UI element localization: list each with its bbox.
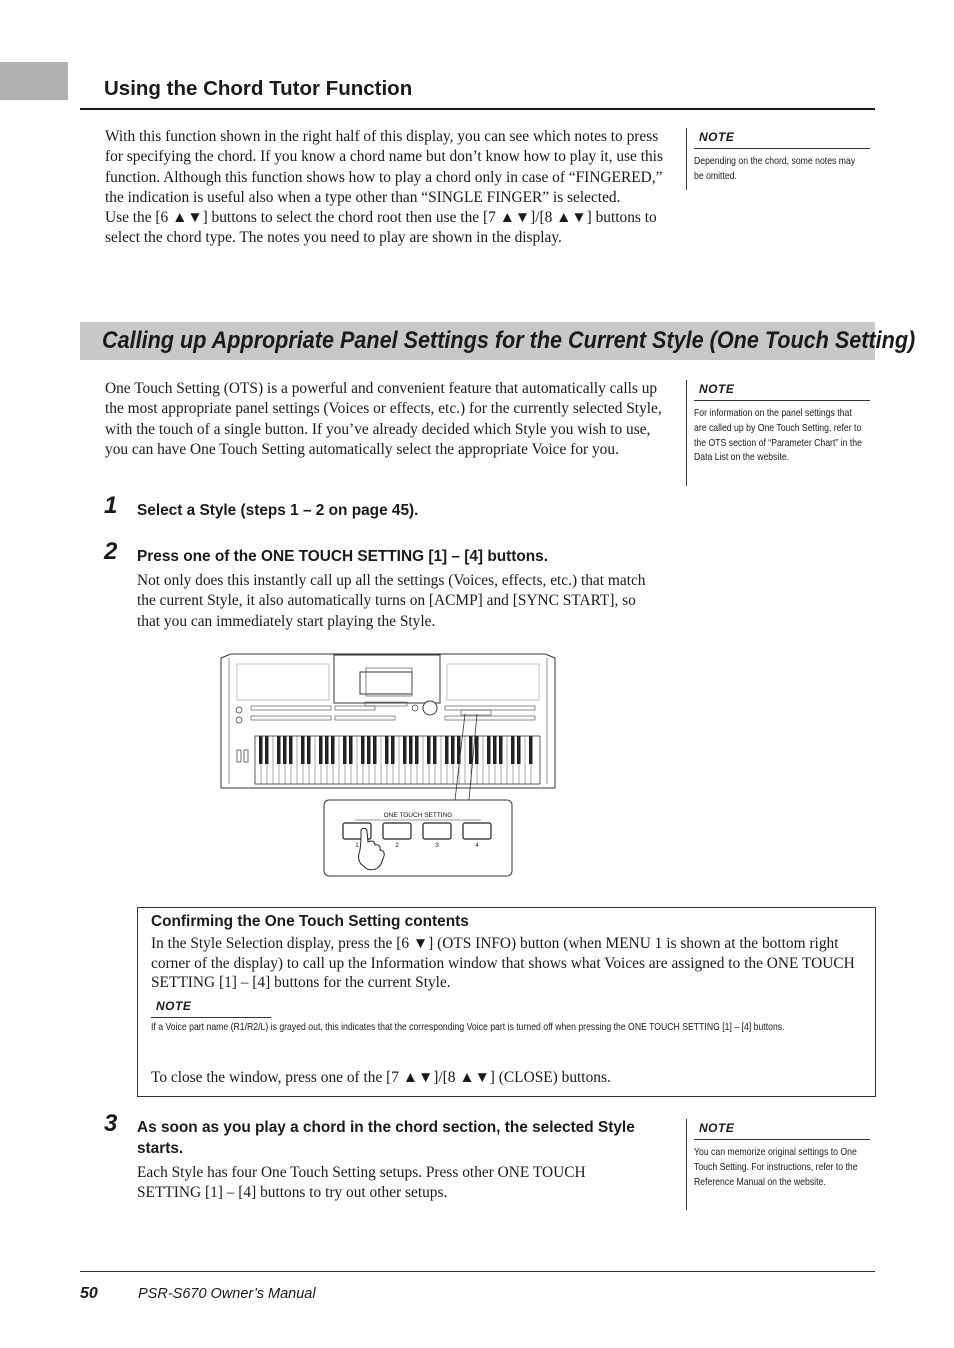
note-label: NOTE (699, 1121, 735, 1135)
note-rule (694, 1139, 870, 1140)
confirm-box-note (151, 1020, 851, 1035)
manual-title: PSR-S670 Owner’s Manual (138, 1286, 316, 1302)
note-label: NOTE (699, 130, 735, 144)
confirm-box-text: In the Style Selection display, press the [6 ▼] (OTS INFO) button (when MENU 1 is shown at the bottom right corner of the display) to call up the Information window that shows what Voices are assigned to the ONE TOUCH SETTING [1] – [4] buttons for the current Style. (151, 935, 855, 992)
ots-button-3[interactable] (423, 823, 451, 839)
confirm-box-close-text: To close the window, press one of the [7 ▲▼]/[8 ▲▼] (CLOSE) buttons. (151, 1069, 611, 1086)
keyboard-illustration (215, 650, 560, 880)
ots-panel-label: ONE TOUCH SETTING (383, 812, 453, 819)
step-number: 3 (104, 1110, 118, 1137)
ots-button-4[interactable] (463, 823, 491, 839)
ots-intro: One Touch Setting (OTS) is a powerful and convenient feature that automatically calls up the most appropriate panel settings (Voices or effects, etc.) for the currently selected Style, with the touch of a single button. If you’ve already decided which Style you wish to use, you can have One Touch Setting automatically select the appropriate Voice for you. (105, 380, 662, 458)
note-label: NOTE (699, 382, 735, 396)
ots-button-label: 3 (435, 843, 439, 849)
step-heading: Press one of the ONE TOUCH SETTING [1] – [4] buttons. (137, 548, 549, 565)
step-number: 2 (104, 538, 118, 565)
ots-button-label: 1 (355, 843, 359, 849)
ots-title: Calling up Appropriate Panel Settings for the Current Style (One Touch Setting) (102, 327, 916, 354)
note-text: If a Voice part name (R1/R2/L) is grayed out, this indicates that the corresponding Voice part is turned off when pressing the ONE TOUCH SETTING [1] – [4] buttons. (151, 1022, 785, 1033)
ots-button-2[interactable] (383, 823, 411, 839)
step-heading: As soon as you play a chord in the chord section, the selected Style starts. (137, 1119, 635, 1157)
note-rule (694, 400, 870, 401)
chord-tutor-para1: With this function shown in the right half of this display, you can see which notes to press for specifying the chord. If you know a chord name but don’t know how to play it, use this function. Although this function shows how to play a chord only in case of “FINGERED,” the indication is useful also when a type other than “SINGLE FINGER” is selected. (105, 128, 663, 206)
note-rule (694, 148, 870, 149)
chapter-tab (0, 62, 68, 100)
ots-button-label: 4 (475, 843, 479, 849)
note-step3 (686, 1119, 870, 1210)
step-number: 1 (104, 492, 118, 519)
confirm-box-title: Confirming the One Touch Setting contents (151, 913, 469, 930)
chord-tutor-body (105, 127, 667, 249)
note-ots (686, 380, 870, 486)
note-text: You can memorize original settings to One Touch Setting. For instructions, refer to the Reference Manual on the website. (694, 1147, 858, 1188)
note-text: For information on the panel settings that are called up by One Touch Setting, refer to the OTS section of “Parameter Chart” in the Data List on the website. (694, 408, 862, 464)
footer-rule (80, 1271, 875, 1272)
page-number: 50 (80, 1285, 98, 1302)
note-text: Depending on the chord, some notes may be omitted. (694, 156, 856, 182)
step-body: Each Style has four One Touch Setting setups. Press other ONE TOUCH SETTING [1] – [4] buttons to try out other setups. (137, 1164, 586, 1202)
section-rule (80, 108, 875, 110)
step-body: Not only does this instantly call up all the settings (Voices, effects, etc.) that match the current Style, it also automatically turns on [ACMP] and [SYNC START], so that you can immediately start playing the Style. (137, 572, 646, 630)
confirm-box-note-header (151, 997, 271, 1018)
note-rule (151, 1017, 271, 1018)
chord-tutor-para2: Use the [6 ▲▼] buttons to select the chord root then use the [7 ▲▼]/[8 ▲▼] buttons to select the chord type. The notes you need to play are shown in the display. (105, 209, 657, 247)
note-chord-tutor (686, 128, 870, 190)
section-title: Using the Chord Tutor Function (104, 77, 413, 100)
note-label: NOTE (156, 999, 192, 1013)
ots-button-label: 2 (395, 843, 399, 849)
step-heading: Select a Style (steps 1 – 2 on page 45). (137, 502, 419, 519)
